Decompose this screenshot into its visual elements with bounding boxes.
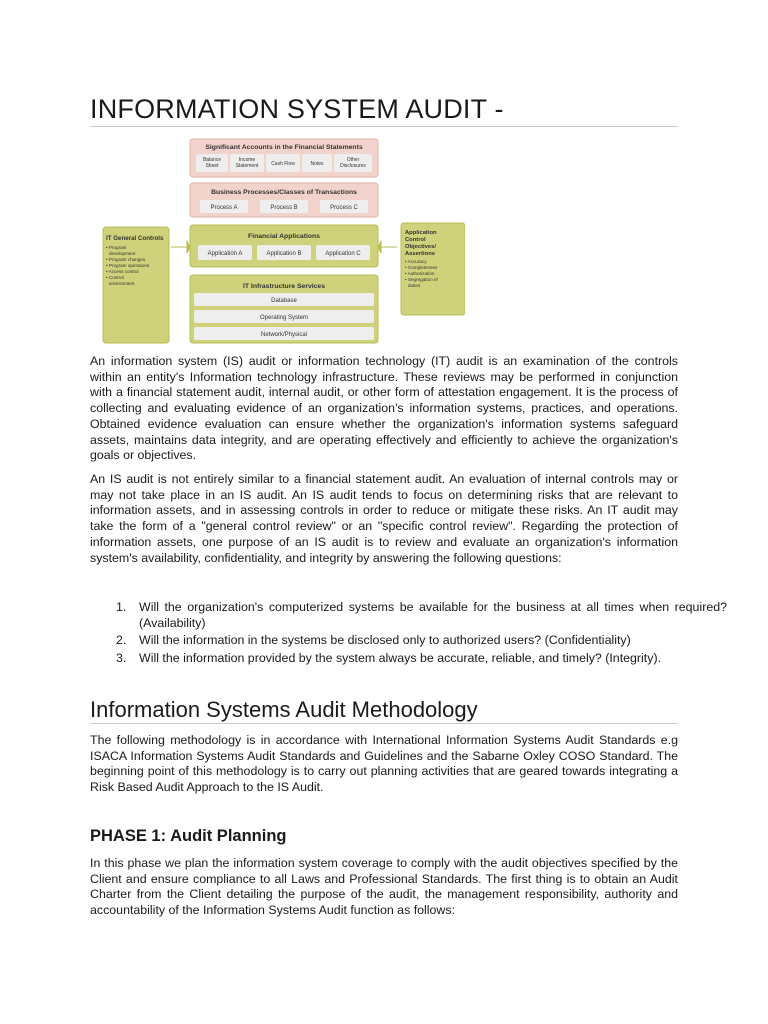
list-item-number: 1. [116,600,127,614]
svg-text:environment: environment [109,281,135,286]
process-c-label: Process C [330,205,358,211]
process-b-label: Process B [270,205,298,211]
right-arrow-icon [378,241,397,253]
svg-text:• Authorization: • Authorization [405,271,435,276]
list-item-number: 3. [116,651,127,666]
account-item-3: Notes [310,161,324,167]
account-item-2: Cash Flow [271,161,295,167]
financial-applications-heading: Financial Applications [248,233,320,240]
list-item-number: 2. [116,633,127,648]
svg-text:Statement: Statement [235,163,259,169]
operating-system-label: Operating System [259,315,309,321]
svg-text:• Segregation of: • Segregation of [405,277,438,282]
section-title: Information Systems Audit Methodology [90,697,678,724]
business-processes-heading: Business Processes/Classes of Transactions [211,189,357,196]
svg-text:Objectives/: Objectives/ [405,244,436,250]
svg-text:development: development [109,251,136,256]
significant-accounts-heading: Significant Accounts in the Financial Statements [205,144,363,151]
page-title: INFORMATION SYSTEM AUDIT - [90,93,678,127]
svg-text:• Accuracy: • Accuracy [405,259,427,264]
account-item-0: Balance [202,157,222,163]
questions-list [90,600,727,669]
svg-text:Assertions: Assertions [405,251,435,257]
svg-text:Application: Application [405,230,437,236]
phase-title: PHASE 1: Audit Planning [90,827,287,845]
application-a-label: Application A [207,251,243,257]
list-item [116,633,727,649]
list-item [116,651,727,667]
application-c-label: Application C [325,251,361,257]
it-infrastructure-heading: IT Infrastructure Services [243,283,325,290]
svg-text:Disclosures: Disclosures [340,163,366,169]
list-item [116,600,727,631]
list-item-text: Will the information in the systems be disclosed only to authorized users? (Confidentiality) [139,633,631,648]
paragraph-methodology: The following methodology is in accordance with International Information Systems Audit Standards e.g ISACA Information Systems Audit Standards and Guidelines and the Sabarne Oxley COSO Standard. The beginning point of this methodology is to carry out planning activities that are geared towards integrating a Risk Based Audit Approach to the IS Audit. [90,733,678,795]
svg-text:• Completeness: • Completeness [405,265,438,270]
application-control-heading [405,230,437,257]
svg-text:duties: duties [408,283,421,288]
paragraph-intro: An information system (IS) audit or information technology (IT) audit is an examination of the controls within an entity's Information technology infrastructure. These reviews may be performed in conjunction with a financial statement audit, internal audit, or other form of attestation engagement. It is the process of collecting and evaluating evidence of an organization's information systems, practices, and operations. Obtained evidence evaluation can ensure whether the organization's information systems safeguard assets, maintains data integrity, and are operating effectively and efficiently to achieve the organization's goals or objectives. [90,354,678,463]
svg-text:• Control: • Control [106,275,124,280]
svg-text:• Program operations: • Program operations [106,263,150,268]
list-item-text: Will the organization's computerized systems be available for the business at all times when required? (Availability) [139,600,727,630]
database-label: Database [271,298,297,304]
audit-scope-diagram [101,137,465,345]
list-item-text: Will the information provided by the system always be accurate, reliable, and timely? (Integrity). [139,651,662,666]
account-item-1: Income [238,157,256,163]
svg-text:Sheet: Sheet [205,163,219,169]
svg-text:• Program: • Program [106,245,127,250]
account-item-4: Other [346,157,360,163]
svg-text:Control: Control [405,237,426,243]
it-general-controls-heading: IT General Controls [106,235,164,242]
paragraph-phase-1: In this phase we plan the information system coverage to comply with the audit objectives specified by the Client and ensure compliance to all Laws and Professional Standards. The first thing is to obtain an Audit Charter from the Client detailing the purpose of the audit, the management responsibility, authority and accountability of the Information Systems Audit function as follows: [90,856,678,918]
network-physical-label: Network/Physical [260,332,308,338]
account-items [196,154,372,172]
left-arrow-icon [171,241,190,253]
svg-text:• Access control: • Access control [106,269,139,274]
svg-text:• Program changes: • Program changes [106,257,146,262]
application-b-label: Application B [266,251,302,257]
paragraph-is-audit: An IS audit is not entirely similar to a financial statement audit. An evaluation of internal controls may or may not take place in an IS audit. An IS audit tends to focus on determining risks that are relevant to information assets, and in assessing controls in order to reduce or mitigate these risks. An IT audit may take the form of a "general control review" or an "specific control review". Regarding the protection of information assets, one purpose of an IS audit is to review and evaluate an organization's information system's availability, confidentiality, and integrity by answering the following questions: [90,472,678,565]
process-a-label: Process A [210,205,238,211]
